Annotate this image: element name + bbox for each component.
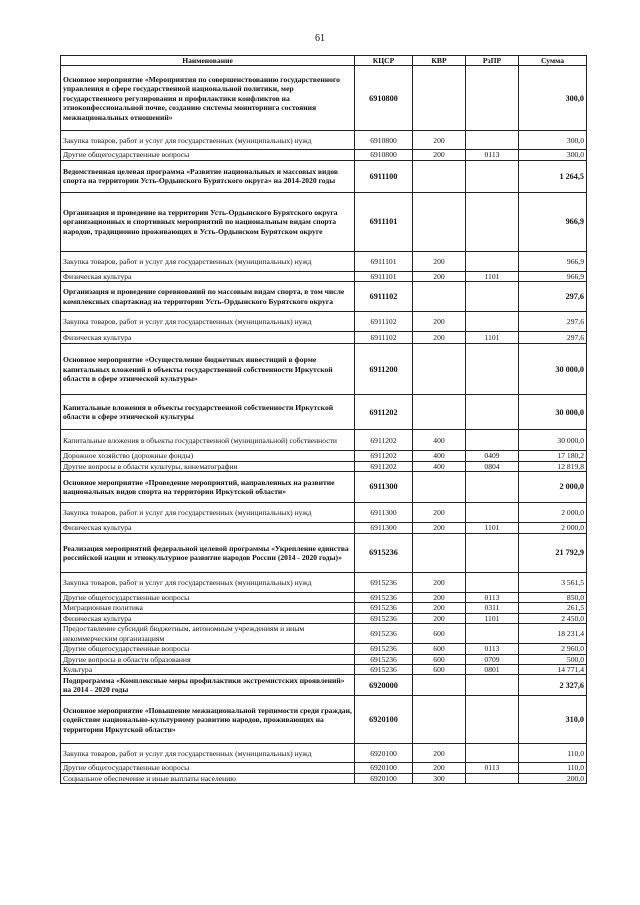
table-row — [61, 131, 587, 150]
row-kvr-cell: 400 — [413, 430, 466, 451]
row-kvr-cell: 200 — [413, 523, 466, 534]
table-row — [61, 744, 587, 763]
row-rzpr-cell: 1101 — [466, 271, 519, 281]
row-kcsr-cell: 6911300 — [355, 472, 413, 503]
row-rzpr-cell: 1101 — [466, 613, 519, 623]
row-kcsr-cell: 6915236 — [355, 644, 413, 654]
row-sum-cell: 2 000,0 — [519, 523, 587, 534]
row-sum-cell: 300,0 — [519, 131, 587, 150]
row-name-cell: Дорожное хозяйство (дорожные фонды) — [61, 451, 355, 461]
row-sum-cell: 12 819,8 — [519, 461, 587, 471]
row-rzpr-cell — [466, 696, 519, 744]
table-row — [61, 523, 587, 534]
row-kcsr-cell: 6911202 — [355, 430, 413, 451]
row-kvr-cell: 200 — [413, 593, 466, 603]
row-kvr-cell: 300 — [413, 773, 466, 783]
row-name-cell: Предоставление субсидий бюджетным, автономным учреждениям и иным некоммерческим организациям — [61, 624, 355, 644]
row-rzpr-cell — [466, 573, 519, 593]
row-name-cell: Капитальные вложения в объекты государственной (муниципальной) собственности — [61, 430, 355, 451]
row-name-cell: Закупка товаров, работ и услуг для государственных (муниципальных) нужд — [61, 131, 355, 150]
row-kcsr-cell: 6920100 — [355, 744, 413, 763]
row-name-cell: Другие общегосударственные вопросы — [61, 644, 355, 654]
table-row — [61, 624, 587, 644]
budget-table — [60, 55, 587, 784]
table-row — [61, 654, 587, 664]
row-sum-cell: 261,5 — [519, 603, 587, 613]
row-rzpr-cell — [466, 344, 519, 395]
table-row — [61, 251, 587, 271]
row-name-cell: Закупка товаров, работ и услуг для государственных (муниципальных) нужд — [61, 251, 355, 271]
table-row — [61, 675, 587, 696]
row-rzpr-cell: 0113 — [466, 593, 519, 603]
table-row — [61, 593, 587, 603]
row-sum-cell: 110,0 — [519, 763, 587, 773]
row-kcsr-cell: 6911102 — [355, 312, 413, 332]
row-kvr-cell: 600 — [413, 665, 466, 675]
row-name-cell: Подпрограмма «Комплексные меры профилактики экстремистских проявлений» на 2014 - 2020 годы — [61, 675, 355, 696]
row-sum-cell: 30 000,0 — [519, 344, 587, 395]
row-name-cell: Закупка товаров, работ и услуг для государственных (муниципальных) нужд — [61, 503, 355, 523]
row-rzpr-cell: 0113 — [466, 150, 519, 160]
row-kvr-cell — [413, 160, 466, 192]
row-kcsr-cell: 6920000 — [355, 675, 413, 696]
table-row — [61, 573, 587, 593]
row-kcsr-cell: 6915236 — [355, 654, 413, 664]
row-name-cell: Закупка товаров, работ и услуг для государственных (муниципальных) нужд — [61, 573, 355, 593]
row-name-cell: Организация и проведение на территории Усть-Ордынского Бурятского округа организационных и спортивных мероприятий по национальным видам спорта народов, традиционно проживающих в Усть-Ордынском Бурятском округе — [61, 192, 355, 251]
row-rzpr-cell — [466, 503, 519, 523]
row-rzpr-cell — [466, 282, 519, 312]
row-rzpr-cell: 0409 — [466, 451, 519, 461]
row-kvr-cell: 600 — [413, 654, 466, 664]
table-row — [61, 332, 587, 344]
row-kvr-cell: 400 — [413, 451, 466, 461]
page-number: 61 — [315, 33, 325, 44]
row-sum-cell: 300,0 — [519, 150, 587, 160]
row-kvr-cell: 200 — [413, 613, 466, 623]
row-rzpr-cell — [466, 251, 519, 271]
row-sum-cell: 2 327,6 — [519, 675, 587, 696]
row-kcsr-cell: 6911101 — [355, 251, 413, 271]
row-name-cell: Другие общегосударственные вопросы — [61, 593, 355, 603]
row-name-cell: Другие общегосударственные вопросы — [61, 150, 355, 160]
table-row — [61, 312, 587, 332]
row-kvr-cell: 200 — [413, 603, 466, 613]
row-kvr-cell: 600 — [413, 644, 466, 654]
row-rzpr-cell — [466, 624, 519, 644]
row-kvr-cell: 200 — [413, 332, 466, 344]
row-rzpr-cell — [466, 192, 519, 251]
row-kcsr-cell: 6911102 — [355, 332, 413, 344]
row-name-cell: Основное мероприятие «Мероприятия по совершенствованию государственного управления в сфере государственной национальной политики, мер государственного регулирования и профилактики конфликтов на этноконфессиональной почве, созданию системы мониторинга состояния межнациональных отношений» — [61, 66, 355, 131]
row-name-cell: Основное мероприятие «Осуществление бюджетных инвестиций в форме капитальных вложений в объекты государственной собственности Иркутской области в сфере этнической культуры» — [61, 344, 355, 395]
row-sum-cell: 966,9 — [519, 271, 587, 281]
row-rzpr-cell — [466, 534, 519, 573]
row-kvr-cell — [413, 534, 466, 573]
header-kvr: КВР — [413, 56, 466, 66]
row-kcsr-cell: 6920100 — [355, 763, 413, 773]
table-row — [61, 472, 587, 503]
row-kcsr-cell: 6915236 — [355, 603, 413, 613]
row-rzpr-cell: 0311 — [466, 603, 519, 613]
table-row — [61, 451, 587, 461]
row-sum-cell: 18 231,4 — [519, 624, 587, 644]
row-kvr-cell — [413, 66, 466, 131]
row-kvr-cell: 200 — [413, 744, 466, 763]
table-row — [61, 150, 587, 160]
row-rzpr-cell — [466, 131, 519, 150]
row-rzpr-cell — [466, 773, 519, 783]
row-kvr-cell: 200 — [413, 150, 466, 160]
row-kcsr-cell: 6915236 — [355, 593, 413, 603]
row-rzpr-cell — [466, 395, 519, 430]
row-kcsr-cell: 6911300 — [355, 523, 413, 534]
row-rzpr-cell — [466, 160, 519, 192]
row-kcsr-cell: 6911202 — [355, 461, 413, 471]
row-kvr-cell — [413, 282, 466, 312]
row-sum-cell: 1 264,5 — [519, 160, 587, 192]
row-kvr-cell: 400 — [413, 461, 466, 471]
row-kcsr-cell: 6915236 — [355, 613, 413, 623]
table-row — [61, 461, 587, 471]
row-name-cell: Основное мероприятие «Повышение межнациональной терпимости среди граждан, содействие национально-культурному развитию народов, проживающих на территории Иркутской области» — [61, 696, 355, 744]
row-sum-cell: 2 000,0 — [519, 503, 587, 523]
header-name: Наименование — [61, 56, 355, 66]
row-rzpr-cell — [466, 312, 519, 332]
row-kvr-cell: 200 — [413, 312, 466, 332]
row-name-cell: Реализация мероприятий федеральной целевой программы «Укрепление единства российской нации и этнокультурное развитие народов России (2014 - 2020 годы)» — [61, 534, 355, 573]
table-row — [61, 344, 587, 395]
row-kvr-cell: 200 — [413, 271, 466, 281]
table-row — [61, 66, 587, 131]
row-rzpr-cell: 0804 — [466, 461, 519, 471]
row-sum-cell: 30 000,0 — [519, 395, 587, 430]
table-row — [61, 696, 587, 744]
row-kcsr-cell: 6915236 — [355, 534, 413, 573]
row-name-cell: Физическая культура — [61, 332, 355, 344]
row-name-cell: Другие общегосударственные вопросы — [61, 763, 355, 773]
row-sum-cell: 2 450,0 — [519, 613, 587, 623]
row-name-cell: Закупка товаров, работ и услуг для государственных (муниципальных) нужд — [61, 312, 355, 332]
header-sum: Сумма — [519, 56, 587, 66]
header-kcsr: КЦСР — [355, 56, 413, 66]
row-kvr-cell — [413, 344, 466, 395]
row-name-cell: Физическая культура — [61, 523, 355, 534]
row-sum-cell: 3 561,5 — [519, 573, 587, 593]
row-sum-cell: 297,6 — [519, 312, 587, 332]
table-row — [61, 644, 587, 654]
table-row — [61, 534, 587, 573]
row-name-cell: Основное мероприятие «Проведение мероприятий, направленных на развитие национальных видов спорта на территории Иркутской области» — [61, 472, 355, 503]
row-kcsr-cell: 6911202 — [355, 451, 413, 461]
row-sum-cell: 14 771,4 — [519, 665, 587, 675]
row-sum-cell: 30 000,0 — [519, 430, 587, 451]
row-rzpr-cell — [466, 430, 519, 451]
row-name-cell: Закупка товаров, работ и услуг для государственных (муниципальных) нужд — [61, 744, 355, 763]
row-rzpr-cell — [466, 744, 519, 763]
row-sum-cell: 21 792,9 — [519, 534, 587, 573]
table-row — [61, 271, 587, 281]
row-rzpr-cell: 1101 — [466, 523, 519, 534]
row-rzpr-cell: 0113 — [466, 763, 519, 773]
row-kcsr-cell: 6920100 — [355, 696, 413, 744]
row-kcsr-cell: 6911100 — [355, 160, 413, 192]
row-kvr-cell: 200 — [413, 763, 466, 773]
row-rzpr-cell — [466, 472, 519, 503]
table-row — [61, 430, 587, 451]
row-kcsr-cell: 6910800 — [355, 131, 413, 150]
table-body — [61, 66, 587, 784]
row-kcsr-cell: 6911101 — [355, 271, 413, 281]
header-rzpr: РзПР — [466, 56, 519, 66]
row-sum-cell: 300,0 — [519, 66, 587, 131]
row-name-cell: Другие вопросы в области культуры, кинематографии — [61, 461, 355, 471]
table-row — [61, 395, 587, 430]
row-rzpr-cell: 0113 — [466, 644, 519, 654]
table-row — [61, 160, 587, 192]
row-rzpr-cell — [466, 66, 519, 131]
row-kvr-cell — [413, 472, 466, 503]
row-sum-cell: 110,0 — [519, 744, 587, 763]
row-rzpr-cell: 0801 — [466, 665, 519, 675]
row-kvr-cell: 600 — [413, 624, 466, 644]
table-row — [61, 282, 587, 312]
row-sum-cell: 297,6 — [519, 332, 587, 344]
table-row — [61, 503, 587, 523]
table-row — [61, 613, 587, 623]
row-kcsr-cell: 6911101 — [355, 192, 413, 251]
row-rzpr-cell — [466, 675, 519, 696]
row-kcsr-cell: 6915236 — [355, 665, 413, 675]
row-kcsr-cell: 6910800 — [355, 150, 413, 160]
row-kvr-cell — [413, 675, 466, 696]
row-sum-cell: 310,0 — [519, 696, 587, 744]
row-kvr-cell — [413, 395, 466, 430]
row-kvr-cell: 200 — [413, 251, 466, 271]
row-name-cell: Культура — [61, 665, 355, 675]
row-kvr-cell — [413, 192, 466, 251]
row-rzpr-cell: 0709 — [466, 654, 519, 664]
table-row — [61, 763, 587, 773]
table-row — [61, 192, 587, 251]
row-kvr-cell — [413, 696, 466, 744]
row-kcsr-cell: 6915236 — [355, 573, 413, 593]
row-kcsr-cell: 6920100 — [355, 773, 413, 783]
row-name-cell: Капитальные вложения в объекты государственной собственности Иркутской области в сфере этнической культуры — [61, 395, 355, 430]
row-name-cell: Социальное обеспечение и иные выплаты населению — [61, 773, 355, 783]
table-row — [61, 665, 587, 675]
row-kvr-cell: 200 — [413, 573, 466, 593]
row-rzpr-cell: 1101 — [466, 332, 519, 344]
row-kcsr-cell: 6910800 — [355, 66, 413, 131]
table-header-row — [61, 56, 587, 66]
row-sum-cell: 17 180,2 — [519, 451, 587, 461]
row-kcsr-cell: 6911102 — [355, 282, 413, 312]
row-name-cell: Ведомственная целевая программа «Развитие национальных и массовых видов спорта на территории Усть-Ордынского Бурятского округа» на 2014-2020 годы — [61, 160, 355, 192]
row-name-cell: Другие вопросы в области образования — [61, 654, 355, 664]
row-kvr-cell: 200 — [413, 503, 466, 523]
row-name-cell: Физическая культура — [61, 271, 355, 281]
row-sum-cell: 966,9 — [519, 192, 587, 251]
row-sum-cell: 2 960,0 — [519, 644, 587, 654]
row-sum-cell: 966,9 — [519, 251, 587, 271]
row-sum-cell: 297,6 — [519, 282, 587, 312]
row-name-cell: Миграционная политика — [61, 603, 355, 613]
row-name-cell: Организация и проведение соревнований по массовым видам спорта, в том числе комплексных спартакиад на территории Усть-Ордынского Бурятского округа — [61, 282, 355, 312]
row-kcsr-cell: 6911202 — [355, 395, 413, 430]
row-kcsr-cell: 6911200 — [355, 344, 413, 395]
row-sum-cell: 850,0 — [519, 593, 587, 603]
table-row — [61, 603, 587, 613]
row-sum-cell: 2 000,0 — [519, 472, 587, 503]
row-sum-cell: 200,0 — [519, 773, 587, 783]
row-name-cell: Физическая культура — [61, 613, 355, 623]
row-sum-cell: 500,0 — [519, 654, 587, 664]
row-kcsr-cell: 6915236 — [355, 624, 413, 644]
row-kvr-cell: 200 — [413, 131, 466, 150]
row-kcsr-cell: 6911300 — [355, 503, 413, 523]
table-row — [61, 773, 587, 783]
